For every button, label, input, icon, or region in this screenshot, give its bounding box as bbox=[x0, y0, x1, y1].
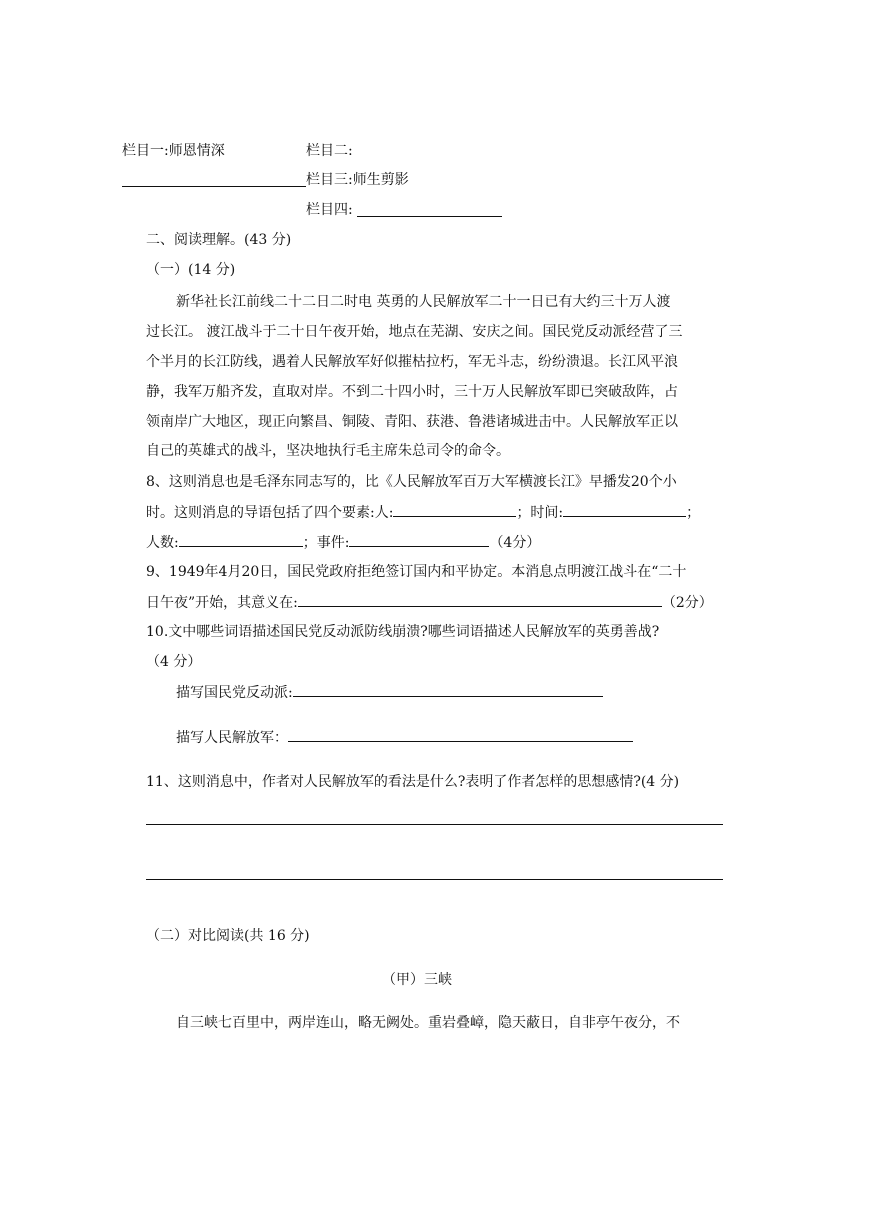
q8-event-blank[interactable] bbox=[349, 532, 489, 547]
q8-count-blank[interactable] bbox=[179, 532, 303, 547]
passage-line: 新华社长江前线二十二日二时电 英勇的人民解放军二十一日已有大约三十万人渡 bbox=[176, 294, 671, 310]
question-11-text: 11、这则消息中，作者对人民解放军的看法是什么?表明了作者怎样的思想感情?(4 分) bbox=[146, 774, 680, 790]
q10-kmt-label: 描写国民党反动派: bbox=[176, 685, 293, 701]
part2-title: （甲）三峡 bbox=[382, 972, 452, 988]
q10-kmt-blank[interactable] bbox=[293, 682, 603, 697]
question-10-score: （4 分） bbox=[146, 654, 202, 670]
part1-label: （一）(14 分) bbox=[146, 262, 236, 278]
q9-score: （2分） bbox=[661, 595, 713, 611]
column-2-blank bbox=[122, 186, 306, 187]
q11-answer-line-1[interactable] bbox=[146, 824, 723, 825]
question-9-line2 bbox=[146, 592, 713, 613]
q9-prefix: 日午夜”开始，其意义在: bbox=[146, 595, 298, 611]
question-10-line1: 10.文中哪些词语描述国民党反动派防线崩溃?哪些词语描述人民解放军的英勇善战? bbox=[146, 624, 660, 640]
column-3-text: 栏目三:师生剪影 bbox=[306, 172, 409, 188]
q8-person-label: 时。这则消息的导语包括了四个要素:人: bbox=[146, 505, 394, 521]
q8-person-blank[interactable] bbox=[393, 502, 516, 517]
section-heading: 二、阅读理解。(43 分) bbox=[146, 232, 292, 248]
question-8-line3 bbox=[146, 532, 540, 553]
passage-line: 个半月的长江防线，遇着人民解放军好似摧枯拉朽，军无斗志，纷纷溃退。长江风平浪 bbox=[146, 354, 678, 370]
q10-pla-label: 描写人民解放军： bbox=[176, 730, 288, 746]
q9-answer-blank[interactable] bbox=[298, 592, 662, 607]
q8-semicolon: ； bbox=[686, 505, 701, 521]
q8-time-blank[interactable] bbox=[563, 502, 686, 517]
column-1-text: 栏目一:师恩情深 bbox=[122, 143, 225, 159]
question-8-line1: 8、这则消息也是毛泽东同志写的，比《人民解放军百万大军横渡长江》早播发20个小 bbox=[146, 474, 677, 490]
column-2-text: 栏目二: bbox=[306, 143, 353, 159]
passage-line: 静，我军万船齐发，直取对岸。不到二十四小时，三十万人民解放军即已突破敌阵，占 bbox=[146, 384, 678, 400]
column-4-text: 栏目四: bbox=[306, 202, 353, 218]
passage-line: 自己的英雄式的战斗，坚决地执行毛主席朱总司令的命令。 bbox=[146, 443, 510, 459]
q8-count-label: 人数: bbox=[146, 535, 179, 551]
passage-line: 领南岸广大地区，现正向繁昌、铜陵、青阳、获港、鲁港诸城进击中。人民解放军正以 bbox=[146, 414, 678, 430]
q8-score: （4分） bbox=[489, 535, 541, 551]
passage-line: 过长江。 渡江战斗于二十日午夜开始，地点在芜湖、安庆之间。国民党反动派经营了三 bbox=[146, 324, 683, 340]
q10-pla-row bbox=[176, 727, 633, 748]
part2-label: （二）对比阅读(共 16 分) bbox=[146, 928, 310, 944]
question-9-line1: 9、1949年4月20日，国民党政府拒绝签订国内和平协定。本消息点明渡江战斗在“二十 bbox=[146, 564, 687, 580]
column-4-blank bbox=[357, 216, 502, 217]
question-8-line2 bbox=[146, 502, 700, 523]
q8-time-label: ；时间: bbox=[516, 505, 564, 521]
q8-event-label: ；事件: bbox=[302, 535, 350, 551]
q10-kmt-row bbox=[176, 682, 603, 703]
part2-passage-line: 自三峡七百里中，两岸连山，略无阙处。重岩叠嶂，隐天蔽日，自非亭午夜分，不 bbox=[176, 1015, 680, 1031]
q10-pla-blank[interactable] bbox=[288, 727, 633, 742]
q11-answer-line-2[interactable] bbox=[146, 879, 723, 880]
